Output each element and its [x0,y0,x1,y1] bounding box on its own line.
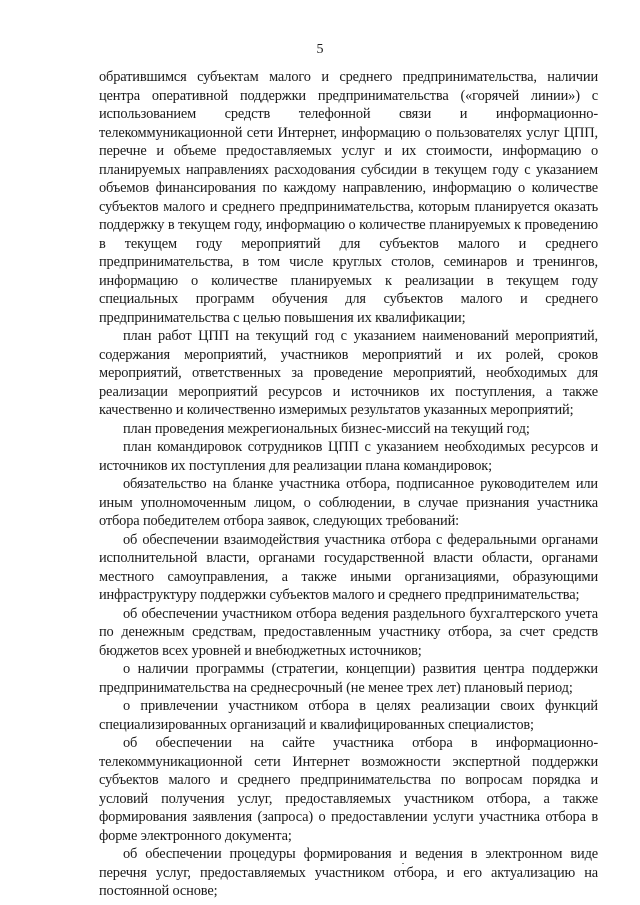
paragraph-obligation: обязательство на бланке участника отбора, подписанное руководителем или иным уполномоченным лицом, о соблюдении, в случае признания участника отбора победителем отбора заявок, следующих требований: [99,476,598,529]
page-number: 5 [316,42,324,57]
paragraph-specialists-requirement: о привлечении участником отбора в целях реализации своих функций специализированных организаций и квалифицированных специалистов; [99,698,598,733]
paragraph-cpp-work-plan: план работ ЦПП на текущий год с указанием наименований мероприятий, содержания мероприятий, участников мероприятий и их ролей, сроков мероприятий, ответственных за проведение мероприятий, необходимых для реализации мероприятий ресурсов и источников их поступления, а также качественно и количественно измеримых результатов указанных мероприятий; [99,328,598,418]
scan-artifact-dot [402,863,404,864]
paragraph-business-missions-plan: план проведения межрегиональных бизнес-миссий на текущий год; [123,420,530,437]
paragraph-development-program-requirement: о наличии программы (стратегии, концепции) развития центра поддержки предпринимательства на среднесрочный (не менее трех лет) плановый период; [99,661,598,696]
paragraph-accounting-requirement: об обеспечении участником отбора ведения раздельного бухгалтерского учета по денежным средствам, предоставленным участнику отбора, за счет средств бюджетов всех уровней и внебюджетных источников; [99,605,598,659]
paragraph-interaction-requirement: об обеспечении взаимодействия участника отбора с федеральными органами исполнительной власти, органами государственной власти области, органами местного самоуправления, а также иными организациями, образующими инфраструктуру поддержки субъектов малого и среднего предпринимательства; [99,531,598,603]
paragraph-continuation: обратившимся субъектам малого и среднего предпринимательства, наличии центра оперативной поддержки предпринимательства («горячей линии») с использованием средств телефонной связи и информационно-телекоммуникационной сети Интернет, информацию о пользователях услуг ЦПП, перечне и объеме предоставляемых услуг и их стоимости, информацию о планируемых направлениях расходования субсидии в текущем году с указанием объемов финансирования по каждому направлению, информацию о количестве субъектов малого и среднего предпринимательства, которым планируется оказать поддержку в текущем году, информацию о количестве планируемых к проведению в текущем году мероприятий для субъектов малого и среднего предпринимательства, в том числе круглых столов, семинаров и тренингов, информацию о количестве планируемых к реализации в текущем году специальных программ обучения для субъектов малого и среднего предпринимательства с целью повышения их квалификации; [99,69,598,326]
paragraph-business-trips-plan: план командировок сотрудников ЦПП с указанием необходимых ресурсов и источников их поступления для реализации плана командировок; [99,439,598,474]
paragraph-services-list-requirement: об обеспечении процедуры формирования и ведения в электронном виде перечня услуг, предоставляемых участником отбора, и его актуализацию на постоянной основе; [99,846,598,899]
document-body [99,68,598,901]
paragraph-website-support-requirement: об обеспечении на сайте участника отбора в информационно-телекоммуникационной сети Интернет возможности экспертной поддержки субъектов малого и среднего предпринимательства по вопросам порядка и условий получения услуг, предоставляемых участником отбора, а также формирования заявления (запроса) о предоставлении услуги участника отбора в форме электронного документа; [99,735,598,844]
